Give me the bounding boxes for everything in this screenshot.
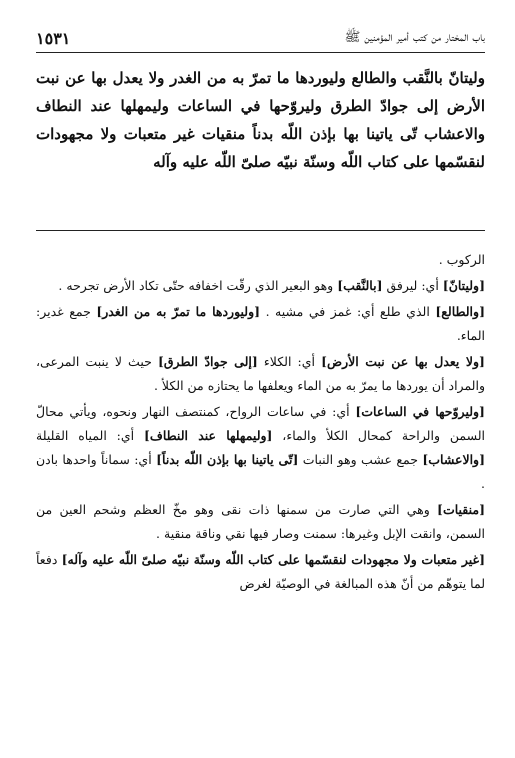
commentary-paragraph [36, 350, 485, 398]
commentary-text: أي: في ساعات الرواح، كمنتصف النهار ونحوه، ويأتي محالّ السمن والراحة كمحال الكلأ والماء، [36, 404, 485, 443]
commentary-keyword: [ولا يعدل بها عن نبت الأرض] [321, 354, 485, 369]
commentary-paragraph [36, 248, 485, 272]
commentary-text: أي: الكلاء [257, 354, 322, 369]
commentary-text: أي: سماناً واحدها بادن . [36, 452, 485, 491]
commentary-text: دفعاً لما يتوهّم من أنّ هذه المبالغة في الوصيّة لغرض [36, 552, 485, 591]
page-header [36, 18, 485, 53]
commentary-text: حيث لا ينبت المرعى، والمراد أن يوردها ما يمرّ به من الماء ويعلفها ما يحتازه من الكلأ . [36, 354, 485, 393]
commentary-paragraph [36, 498, 485, 546]
commentary-paragraph [36, 300, 485, 348]
main-text: وليتانّ بالنَّقب والطالع وليوردها ما تمرّ به من الغدر ولا يعدل بها عن نبت الأرض إلى جوادّ الطرق وليروّحها في الساعات وليمهلها عند النطاف والاعشاب تّى ياتينا بها بإذن اللّه بدناً منقيات غير متعبات ولا مجهودات لنقسّمها على كتاب اللّه وسنّة نبيّه صلىّ اللّه عليه وآله [36, 69, 485, 171]
commentary-text: وهو البعير الذي رقّت اخفافه حتّى تكاد الأرض تجرحه . [58, 278, 338, 293]
commentary-paragraph [36, 548, 485, 596]
section-divider [36, 230, 485, 231]
commentary-keyword: [وليوردها ما تمرّ به من الغدر] [96, 304, 261, 319]
running-title: باب المختار من كتب أمير المؤمنين ﷺ [344, 30, 485, 45]
commentary-keyword: [بالنَّقب] [337, 278, 383, 293]
commentary-text: الذي طلع أي: غمز في مشيه . [260, 304, 436, 319]
commentary-keyword: [منقيات] [437, 502, 485, 517]
commentary-text: أي: المياه القليلة [36, 428, 144, 443]
commentary-keyword: [إلى جوادّ الطرق] [157, 354, 258, 369]
commentary-keyword: [وليروّحها في الساعات] [355, 404, 485, 419]
commentary-text: أي: ليرفق [382, 278, 443, 293]
commentary-text: جمع عشب وهو النبات [298, 452, 423, 467]
commentary-keyword: [تّى ياتينا بها بإذن اللّه بدناً] [156, 452, 299, 467]
page-number: ١٥٣١ [36, 29, 71, 48]
commentary-keyword: [وليتانّ] [442, 278, 485, 293]
commentary-keyword: [والطالع] [435, 304, 485, 319]
commentary-keyword: [غير متعبات ولا مجهودات لنقسّمها على كتاب اللّه وسنّة نبيّه صلىّ اللّه عليه وآله] [61, 552, 485, 567]
commentary-keyword: [وليمهلها عند النطاف] [144, 428, 273, 443]
commentary-text: جمع غدير: الماء. [36, 304, 485, 343]
commentary-text: الركوب . [438, 252, 485, 267]
commentary-paragraph [36, 400, 485, 496]
commentary-keyword: [والاعشاب] [422, 452, 485, 467]
commentary [36, 248, 485, 598]
commentary-paragraph [36, 274, 485, 298]
commentary-text: وهي التي صارت من سمنها ذات نقى وهو مخّ العظم وشحم العين من السمن، وانقت الإبل وغيرها: سمنت وصار فيها نقي وناقة منقية . [36, 502, 485, 541]
